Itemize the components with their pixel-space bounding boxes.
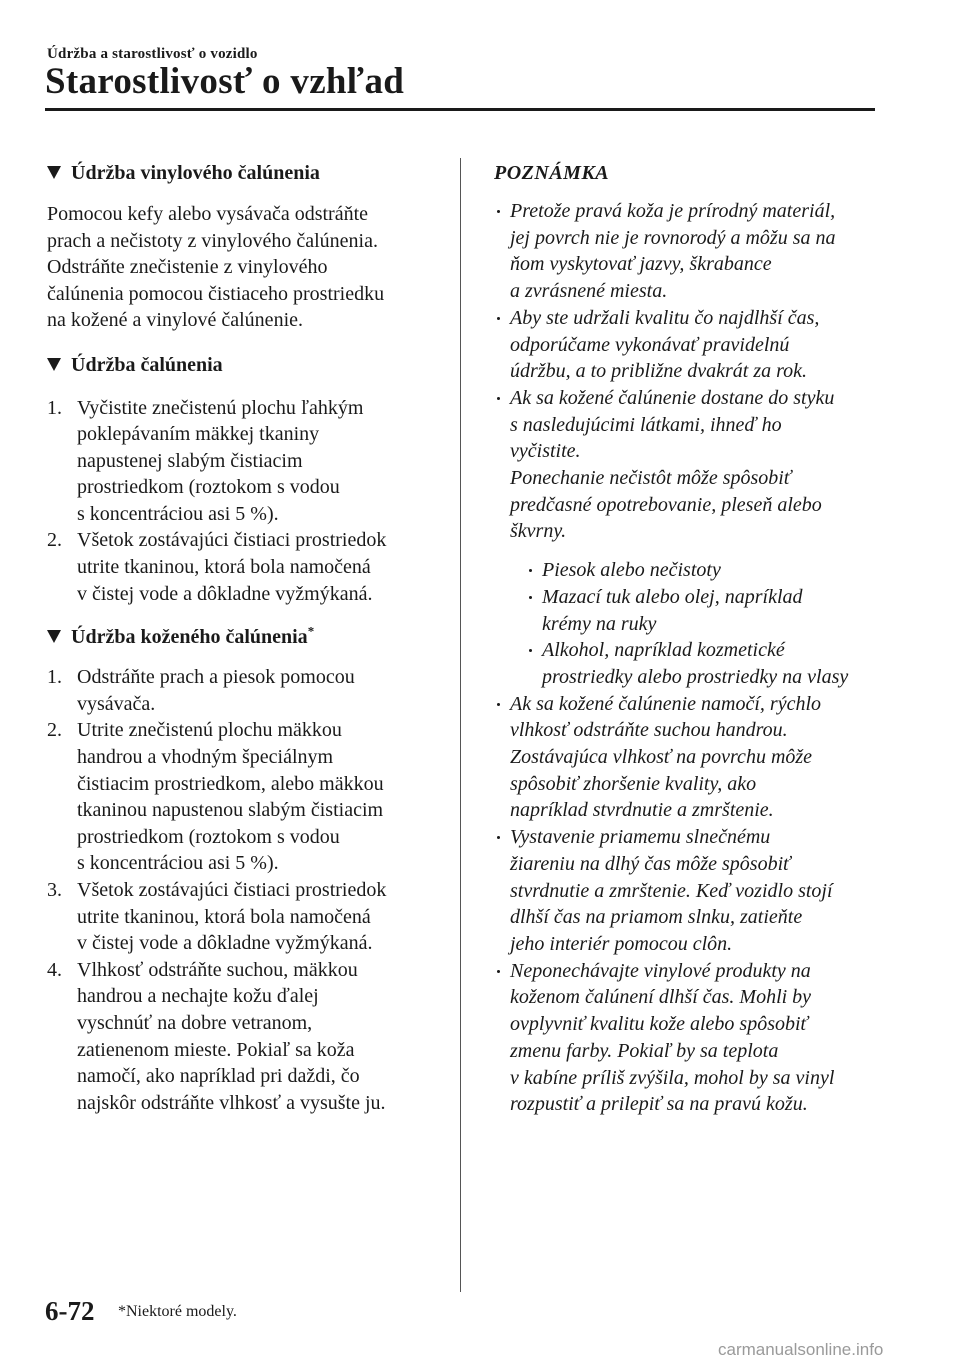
sub-note-item [526,557,884,584]
text-line: spôsobiť zhoršenie kvality, ako [510,772,757,795]
text-line: Vyčistite znečistenú plochu ľahkým [77,396,364,419]
text-line: Všetok zostávajúci čistiaci prostriedok [77,879,387,901]
breadcrumb: Údržba a starostlivosť o vozidlo [47,46,258,62]
section-heading-leather [47,624,442,650]
upholstery-steps [47,395,442,608]
section-heading-upholstery [47,352,442,378]
step-item [47,395,442,528]
text-line: Utrite znečistenú plochu mäkkou [77,719,342,742]
step-item [47,877,442,957]
bullet-icon [529,569,532,572]
left-column [47,160,442,1116]
text-line: prach a nečistoty z vinylového čalúnenia. [47,229,378,252]
page-number: 6-72 [45,1296,95,1326]
text-line: handrou a nechajte kožu ďalej [77,985,319,1008]
text-line: Zostávajúca vlhkosť na povrchu môže [510,746,813,769]
text-line: tkaninou napustenou slabým čistiacim [77,799,384,822]
text-line: zatienenom mieste. Pokiaľ sa koža [77,1038,355,1061]
text-line: na kožené a vinylové čalúnenie. [47,309,303,331]
vinyl-paragraph [47,201,442,334]
text-line: jeho interiér pomocou clôn. [510,932,733,955]
text-line: Mazací tuk alebo olej, napríklad [542,585,803,608]
column-divider [460,158,461,1292]
text-line: v čistej vode a dôkladne vyžmýkaná. [77,932,373,955]
text-line: Piesok alebo nečistoty [542,559,721,582]
text-line: napustenej slabým čistiacim [77,449,303,472]
page-title: Starostlivosť o vzhľad [45,61,405,102]
text-line: Ak sa kožené čalúnenie dostane do styku [510,386,835,409]
step-number: 2. [47,719,62,742]
section-heading-vinyl [47,160,442,186]
text-line: ňom vyskytovať jazvy, škrabance [510,253,772,276]
text-line: čalúnenia pomocou čistiaceho prostriedku [47,282,385,305]
sub-note-item [526,637,884,690]
text-line: Pomocou kefy alebo vysávača odstráňte [47,203,369,225]
footnote-mark: * [307,623,315,639]
bullet-icon [529,649,532,652]
step-number: 1. [47,666,62,689]
step-item [47,664,442,717]
text-line: rozpustiť a prilepiť sa na pravú kožu. [510,1093,808,1116]
note-item [494,691,884,825]
text-line: Všetok zostávajúci čistiaci prostriedok [77,529,387,552]
text-line: Vlhkosť odstráňte suchou, mäkkou [77,958,358,981]
text-line: vyčistite. [510,440,581,463]
text-line: s koncentráciou asi 5 %). [77,852,279,875]
note-list [494,198,884,1118]
note-item [494,824,884,958]
text-line: Vystavenie priamemu slnečnému [510,826,771,849]
text-line: Odstráňte prach a piesok pomocou [77,666,355,689]
text-line: v kabíne príliš zvýšila, mohol by sa vinyl [510,1066,835,1089]
text-line: Ak sa kožené čalúnenie namočí, rýchlo [510,692,822,715]
text-line: Ponechanie nečistôt môže spôsobiť [510,467,792,490]
text-line: vysávača. [77,692,156,715]
text-line: krémy na ruky [542,612,657,635]
text-line: stvrdnutie a zmrštenie. Keď vozidlo stojí [510,879,833,902]
section-heading-label [71,624,314,650]
text-line: prostriedkom (roztokom s vodou [77,825,340,848]
bullet-icon [497,210,500,213]
text-line: a zvrásnené miesta. [510,280,668,303]
text-line: vlhkosť odstráňte suchou handrou. [510,719,788,742]
text-line: Neponechávajte vinylové produkty na [510,959,811,982]
note-heading: POZNÁMKA [494,162,610,184]
bullet-icon [497,703,500,706]
text-line: ovplyvniť kvalitu kože alebo spôsobiť [510,1013,808,1036]
step-number: 4. [47,958,62,981]
step-number: 3. [47,879,62,901]
text-line: žiareniu na dlhý čas môže spôsobiť [510,852,791,875]
text-line: utrite tkaninou, ktorá bola namočená [77,556,371,579]
note-item [494,958,884,1118]
text-line: s nasledujúcimi látkami, ihneď ho [510,413,782,436]
triangle-down-icon [47,630,61,643]
note-item [494,198,884,305]
bullet-icon [529,596,532,599]
step-item [47,957,442,1117]
section-heading-label: Údržba čalúnenia [71,353,223,376]
sub-note-list [510,557,884,691]
text-line: Alkohol, napríklad kozmetické [542,639,785,662]
bullet-icon [497,317,500,320]
step-item [47,717,442,877]
step-number: 1. [47,396,62,419]
footnote: *Niektoré modely. [118,1303,237,1320]
text-line: Pretože pravá koža je prírodný materiál, [510,200,836,222]
text-line: Odstráňte znečistenie z vinylového [47,256,328,278]
note-item [494,385,884,691]
text-line: dlhší čas na priamom slnku, zatieňte [510,906,803,929]
triangle-down-icon [47,166,61,179]
text-line: v čistej vode a dôkladne vyžmýkaná. [77,582,373,605]
text-line: škvrny. [510,520,567,543]
text-line: vyschnúť na dobre vetranom, [77,1011,313,1034]
text-line: poklepávaním mäkkej tkaniny [77,423,320,446]
text-line: s koncentráciou asi 5 %). [77,502,279,525]
text-line: odporúčame vykonávať pravidelnú [510,333,790,356]
text-line: koženom čalúnení dlhší čas. Mohli by [510,986,812,1009]
bullet-icon [497,397,500,400]
heading-text: Údržba koženého čalúnenia [71,626,308,649]
text-line: najskôr odstráňte vlhkosť a vysušte ju. [77,1091,386,1114]
text-line: jej povrch nie je rovnorodý a môžu sa na [510,226,836,249]
text-line: údržbu, a to približne dvakrát za rok. [510,360,808,383]
right-column [494,160,884,1118]
bullet-icon [497,970,500,973]
triangle-down-icon [47,358,61,371]
text-line: prostriedky alebo prostriedky na vlasy [542,665,849,688]
text-line: handrou a vhodným špeciálnym [77,746,334,769]
text-line: napríklad stvrdnutie a zmrštenie. [510,799,774,822]
text-line: prostriedkom (roztokom s vodou [77,476,340,499]
text-line: zmenu farby. Pokiaľ by sa teplota [510,1039,779,1062]
step-item [47,527,442,607]
text-line: predčasné opotrebovanie, pleseň alebo [510,493,822,516]
text-line: namočí, ako napríklad pri daždi, čo [77,1065,360,1088]
sub-note-item [526,584,884,637]
note-item [494,305,884,385]
section-heading-label: Údržba vinylového čalúnenia [71,162,320,184]
title-rule [45,108,875,111]
text-line: čistiacim prostriedkom, alebo mäkkou [77,772,384,795]
leather-steps [47,664,442,1116]
text-line: Aby ste udržali kvalitu čo najdlhší čas, [510,306,820,329]
watermark: carmanualsonline.info [718,1340,884,1359]
step-number: 2. [47,529,62,552]
text-line: utrite tkaninou, ktorá bola namočená [77,905,371,928]
bullet-icon [497,836,500,839]
